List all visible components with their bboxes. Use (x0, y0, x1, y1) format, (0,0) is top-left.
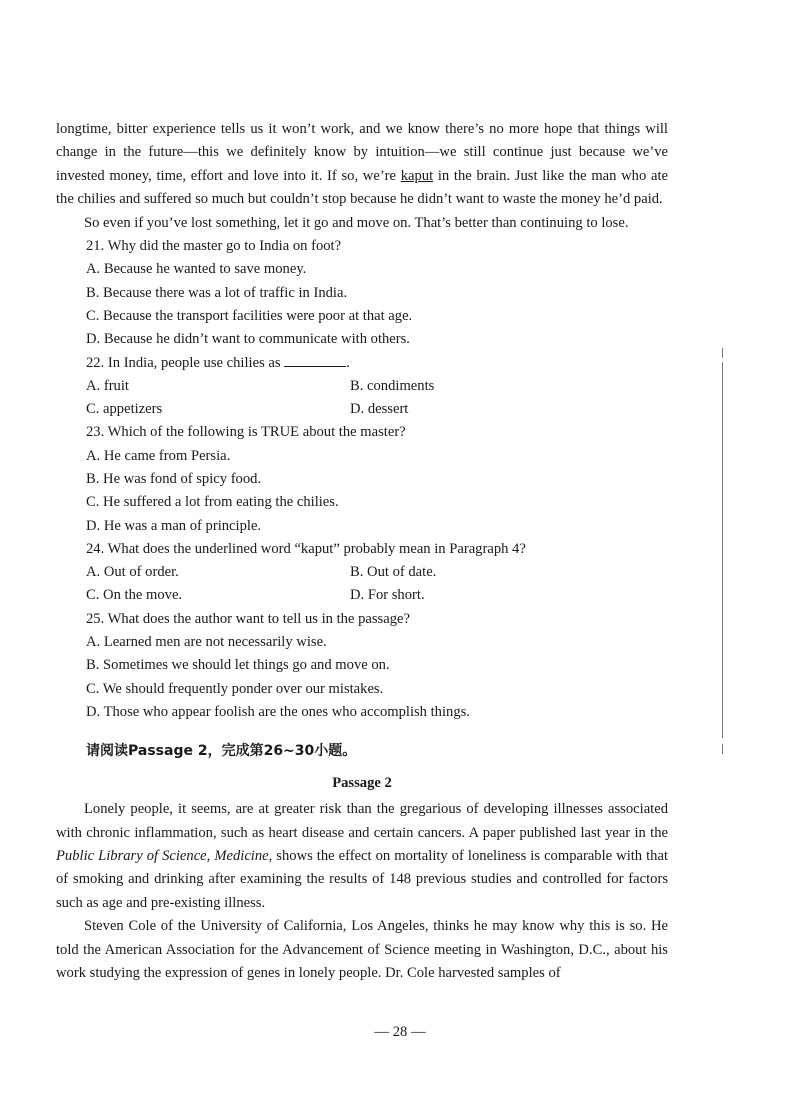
question-24-stem: 24. What does the underlined word “kaput” probably mean in Paragraph 4? (86, 540, 526, 557)
question-23-option-c: C. He suffered a lot from eating the chilies. (86, 494, 339, 511)
question-21-option-b: B. Because there was a lot of traffic in India. (86, 284, 348, 301)
question-24-option-d: D. For short. (350, 587, 425, 604)
question-25-option-c: C. We should frequently ponder over our mistakes. (86, 680, 384, 697)
question-24-option-b: B. Out of date. (350, 564, 437, 581)
question-22-options-row-2 (86, 398, 668, 421)
question-24-options-row-1 (86, 561, 668, 584)
passage2-title: Passage 2 (332, 775, 392, 792)
question-22-option-a: A. fruit (86, 377, 129, 394)
question-22-stem: 22. In India, people use chilies as . (86, 354, 350, 371)
passage2-paragraph-2: Steven Cole of the University of California, Los Angeles, thinks he may know why this is so. He told the American Association for the Advancement of Science meeting in Washington, D.C., about his work studying the expression of genes in lonely people. Dr. Cole harvested samples of (56, 918, 668, 982)
question-25-option-b: B. Sometimes we should let things go and move on. (86, 657, 390, 674)
question-21-option-d: D. Because he didn’t want to communicate with others. (86, 331, 410, 348)
passage1-final-paragraph: longtime, bitter experience tells us it won’t work, and we know there’s no more hope that things will change in the future—this we definitely know by intuition—we still continue just because we’ve invested money, time, effort and love into it. If so, we’re kaput in the brain. Just like the man who ate the chilies and suffered so much but couldn’t stop because he didn’t want to waste the money he’d paid. (56, 121, 668, 208)
question-22-option-b: B. condiments (350, 377, 435, 394)
margin-tick-mark (722, 348, 723, 358)
underlined-word-kaput: kaput (400, 167, 434, 184)
question-24-option-c: C. On the move. (86, 587, 183, 604)
question-24-option-a: A. Out of order. (86, 564, 179, 581)
passage1-closing-paragraph: So even if you’ve lost something, let it go and move on. That’s better than continuing to lose. (84, 214, 629, 231)
question-22-option-c: C. appetizers (86, 401, 163, 418)
question-23-option-a: A. He came from Persia. (86, 447, 231, 464)
question-25-option-a: A. Learned men are not necessarily wise. (86, 634, 327, 651)
question-21-option-a: A. Because he wanted to save money. (86, 261, 307, 278)
question-23-option-d: D. He was a man of principle. (86, 517, 262, 534)
question-22-option-d: D. dessert (350, 401, 409, 418)
question-24-options-row-2 (86, 584, 668, 607)
question-25-stem: 25. What does the author want to tell us in the passage? (86, 610, 410, 627)
question-22-options-row-1 (86, 375, 668, 398)
question-23-stem: 23. Which of the following is TRUE about the master? (86, 424, 406, 441)
reading-instruction: 请阅读Passage 2，完成第26~30小题。 (86, 743, 357, 760)
margin-binding-line (722, 362, 723, 738)
question-21-option-c: C. Because the transport facilities were poor at that age. (86, 307, 413, 324)
answer-blank (284, 354, 346, 367)
question-25-option-d: D. Those who appear foolish are the ones who accomplish things. (86, 703, 470, 720)
passage2-paragraph-1: Lonely people, it seems, are at greater risk than the gregarious of developing illnesses associated with chronic inflammation, such as heart disease and certain cancers. A paper published last year in the Public Library of Science, Medicine, shows the effect on mortality of loneliness is comparable with that of smoking and drinking after examining the results of 148 previous studies and controlled for factors such as age and pre-existing illness. (56, 801, 668, 911)
question-23-option-b: B. He was fond of spicy food. (86, 471, 262, 487)
margin-tick-mark (722, 744, 723, 754)
journal-title: Public Library of Science, Medicine (56, 848, 269, 865)
question-21-stem: 21. Why did the master go to India on foot? (86, 238, 342, 255)
exam-page-body (56, 118, 668, 986)
page-number: — 28 — (374, 1024, 426, 1040)
